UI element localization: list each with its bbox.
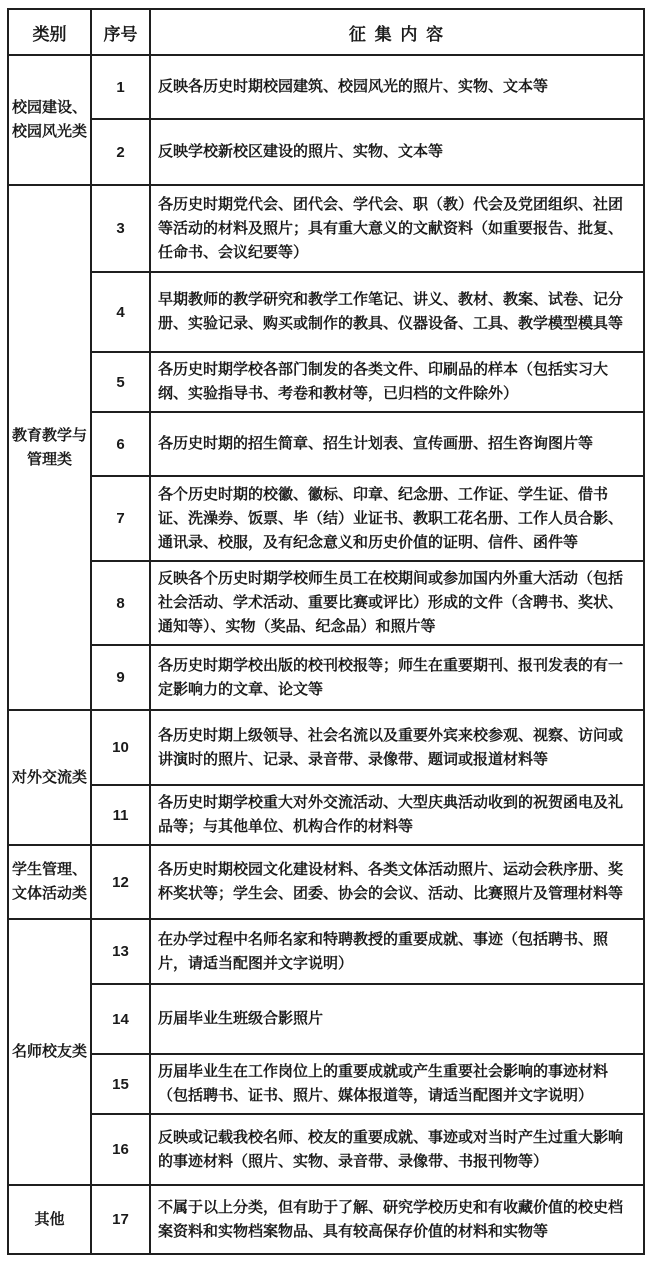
serial-number-cell: 16 [91,1114,150,1185]
content-cell: 不属于以上分类，但有助于了解、研究学校历史和有收藏价值的校史档案资料和实物档案物品、具有较高保存价值的材料和实物等 [150,1185,644,1254]
serial-number-cell: 9 [91,645,150,710]
header-number: 序号 [91,9,150,55]
content-cell: 各历史时期学校各部门制发的各类文件、印刷品的样本（包括实习大纲、实验指导书、考卷和教材等，已归档的文件除外） [150,352,644,412]
content-cell: 反映各个历史时期学校师生员工在校期间或参加国内外重大活动（包括社会活动、学术活动、重要比赛或评比）形成的文件（含聘书、奖状、通知等）、实物（奖品、纪念品）和照片等 [150,561,644,645]
category-cell: 校园建设、校园风光类 [8,55,91,185]
collection-table-body [8,55,644,1254]
content-cell: 反映学校新校区建设的照片、实物、文本等 [150,119,644,185]
serial-number-cell: 10 [91,710,150,785]
content-cell: 反映或记载我校名师、校友的重要成就、事迹或对当时产生过重大影响的事迹材料（照片、实物、录音带、录像带、书报刊物等） [150,1114,644,1185]
serial-number-cell: 13 [91,919,150,984]
header-category: 类别 [8,9,91,55]
serial-number-cell: 17 [91,1185,150,1254]
table-row [8,984,644,1054]
table-row [8,645,644,710]
table-row [8,352,644,412]
table-row [8,710,644,785]
content-cell: 各历史时期的招生简章、招生计划表、宣传画册、招生咨询图片等 [150,412,644,476]
serial-number-cell: 7 [91,476,150,561]
table-row [8,272,644,352]
serial-number-cell: 4 [91,272,150,352]
content-cell: 在办学过程中名师名家和特聘教授的重要成就、事迹（包括聘书、照片，请适当配图并文字说明） [150,919,644,984]
table-row [8,785,644,845]
collection-table [7,8,645,1255]
category-cell: 名师校友类 [8,919,91,1185]
content-cell: 早期教师的教学研究和教学工作笔记、讲义、教材、教案、试卷、记分册、实验记录、购买或制作的教具、仪器设备、工具、教学模型模具等 [150,272,644,352]
table-row [8,561,644,645]
serial-number-cell: 15 [91,1054,150,1114]
serial-number-cell: 14 [91,984,150,1054]
category-cell: 其他 [8,1185,91,1254]
content-cell: 各个历史时期的校徽、徽标、印章、纪念册、工作证、学生证、借书证、洗澡券、饭票、毕（结）业证书、教职工花名册、工作人员合影、通讯录、校服，及有纪念意义和历史价值的证明、信件、函件等 [150,476,644,561]
table-row [8,919,644,984]
table-row [8,1054,644,1114]
table-row [8,119,644,185]
serial-number-cell: 3 [91,185,150,272]
serial-number-cell: 6 [91,412,150,476]
category-cell: 教育教学与管理类 [8,185,91,710]
content-cell: 各历史时期上级领导、社会名流以及重要外宾来校参观、视察、访问或讲演时的照片、记录、录音带、录像带、题词或报道材料等 [150,710,644,785]
table-header [8,9,644,55]
serial-number-cell: 8 [91,561,150,645]
content-cell: 各历史时期学校重大对外交流活动、大型庆典活动收到的祝贺函电及礼品等；与其他单位、机构合作的材料等 [150,785,644,845]
serial-number-cell: 12 [91,845,150,919]
header-row [8,9,644,55]
table-row [8,1114,644,1185]
table-row [8,845,644,919]
table-row [8,1185,644,1254]
serial-number-cell: 1 [91,55,150,119]
table-row [8,412,644,476]
content-cell: 历届毕业生班级合影照片 [150,984,644,1054]
serial-number-cell: 5 [91,352,150,412]
serial-number-cell: 11 [91,785,150,845]
content-cell: 历届毕业生在工作岗位上的重要成就或产生重要社会影响的事迹材料（包括聘书、证书、照片、媒体报道等，请适当配图并文字说明） [150,1054,644,1114]
table-row [8,476,644,561]
content-cell: 各历史时期学校出版的校刊校报等；师生在重要期刊、报刊发表的有一定影响力的文章、论文等 [150,645,644,710]
header-content: 征 集 内 容 [150,9,644,55]
category-cell: 对外交流类 [8,710,91,845]
content-cell: 各历史时期校园文化建设材料、各类文体活动照片、运动会秩序册、奖杯奖状等；学生会、团委、协会的会议、活动、比赛照片及管理材料等 [150,845,644,919]
content-cell: 反映各历史时期校园建筑、校园风光的照片、实物、文本等 [150,55,644,119]
table-row [8,55,644,119]
table-row [8,185,644,272]
serial-number-cell: 2 [91,119,150,185]
category-cell: 学生管理、文体活动类 [8,845,91,919]
content-cell: 各历史时期党代会、团代会、学代会、职（教）代会及党团组织、社团等活动的材料及照片；具有重大意义的文献资料（如重要报告、批复、任命书、会议纪要等） [150,185,644,272]
